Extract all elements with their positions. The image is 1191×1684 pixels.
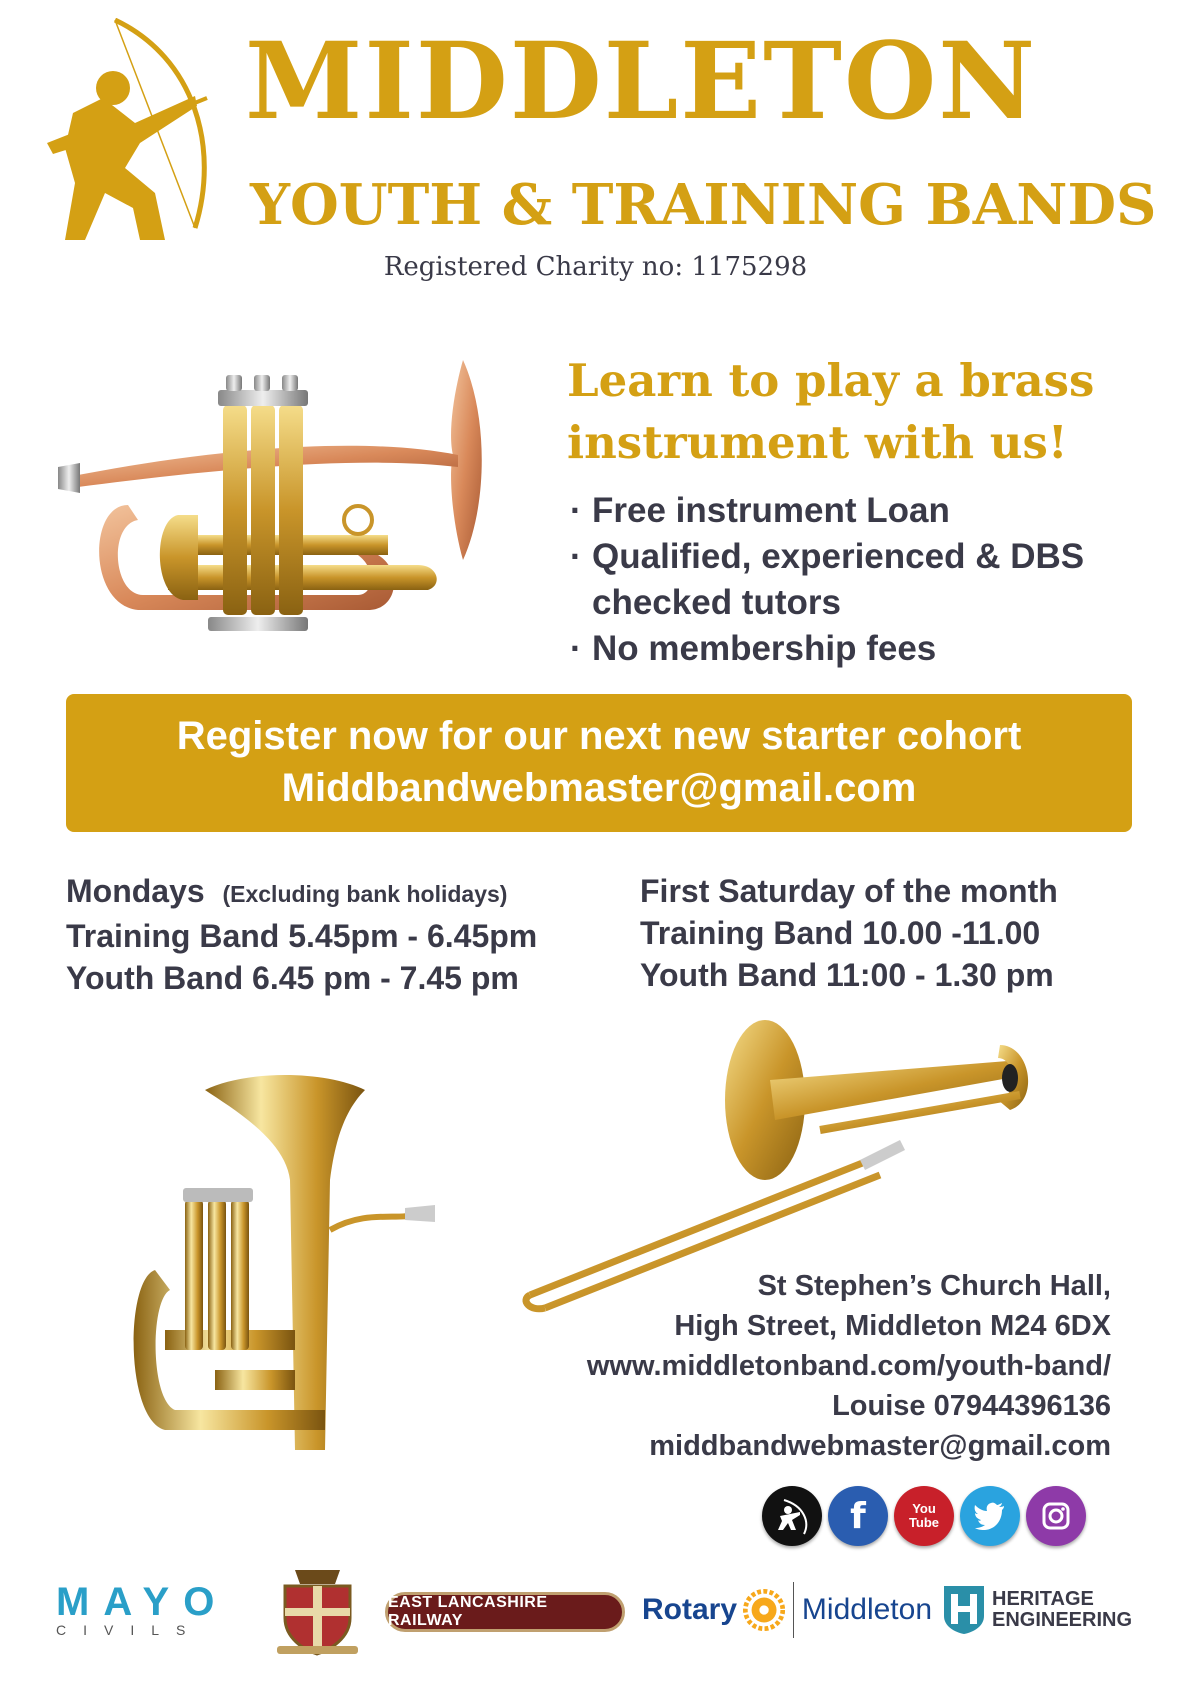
- rotary-middleton-logo: Rotary Middleton: [642, 1575, 932, 1645]
- youtube-icon[interactable]: You Tube: [894, 1486, 954, 1546]
- phone-number[interactable]: Louise 07944396136: [832, 1390, 1111, 1422]
- contact-email-link[interactable]: middbandwebmaster@gmail.com: [649, 1430, 1111, 1462]
- venue-name: St Stephen’s Church Hall,: [757, 1270, 1111, 1302]
- monday-schedule: [66, 870, 537, 999]
- east-lancashire-railway-logo: EAST LANCASHIRE RAILWAY: [385, 1592, 625, 1632]
- register-text: Register now for our next new starter cohort: [176, 714, 1022, 758]
- band-logo-icon[interactable]: [762, 1486, 822, 1546]
- cornet-image: [58, 355, 528, 655]
- street-address: High Street, Middleton M24 6DX: [674, 1310, 1111, 1342]
- facebook-icon[interactable]: f: [828, 1486, 888, 1546]
- tenor-horn-image: [125, 1070, 455, 1490]
- rotary-wheel-icon: [743, 1583, 785, 1637]
- bank-holiday-note: (Excluding bank holidays): [222, 881, 508, 907]
- instagram-icon[interactable]: [1026, 1486, 1086, 1546]
- saturday-schedule: [640, 870, 1058, 996]
- bird-icon: [974, 1502, 1006, 1530]
- website-link[interactable]: www.middletonband.com/youth-band/: [586, 1350, 1111, 1382]
- contact-details: [587, 1266, 1111, 1466]
- saturday-youth-band: Youth Band 11:00 - 1.30 pm: [640, 957, 1054, 993]
- title-middleton: MIDDLETON: [245, 18, 1038, 143]
- headline-learn-brass: Learn to play a brass instrument with us!: [567, 354, 1095, 469]
- monday-youth-band: Youth Band 6.45 pm - 7.45 pm: [66, 960, 519, 996]
- register-email-link[interactable]: Middbandwebmaster@gmail.com: [281, 766, 917, 810]
- saturday-training-band: Training Band 10.00 -11.00: [640, 915, 1041, 951]
- camera-icon: [1041, 1501, 1071, 1531]
- list-item: · Qualified, experienced & DBS checked tutors: [570, 537, 1085, 622]
- heritage-engineering-logo: HERITAGE ENGINEERING: [942, 1575, 1142, 1645]
- saturday-heading: First Saturday of the month: [640, 873, 1058, 909]
- monday-heading: Mondays: [66, 873, 205, 909]
- charity-number: Registered Charity no: 1175298: [383, 252, 808, 282]
- divider: [793, 1582, 794, 1638]
- monday-training-band: Training Band 5.45pm - 6.45pm: [66, 918, 538, 954]
- feature-list: [570, 488, 1170, 672]
- heritage-shield-icon: [942, 1584, 986, 1636]
- archer-icon: [772, 1496, 812, 1536]
- mayo-civils-logo: MAYO CIVILS: [56, 1580, 229, 1638]
- twitter-icon[interactable]: [960, 1486, 1020, 1546]
- archer-logo: [45, 18, 220, 250]
- coat-of-arms-logo: [275, 1568, 360, 1656]
- title-youth-training-bands: YOUTH & TRAINING BANDS: [250, 172, 1157, 238]
- list-item: · Free instrument Loan: [570, 491, 950, 530]
- list-item: · No membership fees: [570, 629, 937, 668]
- register-banner: [66, 694, 1132, 832]
